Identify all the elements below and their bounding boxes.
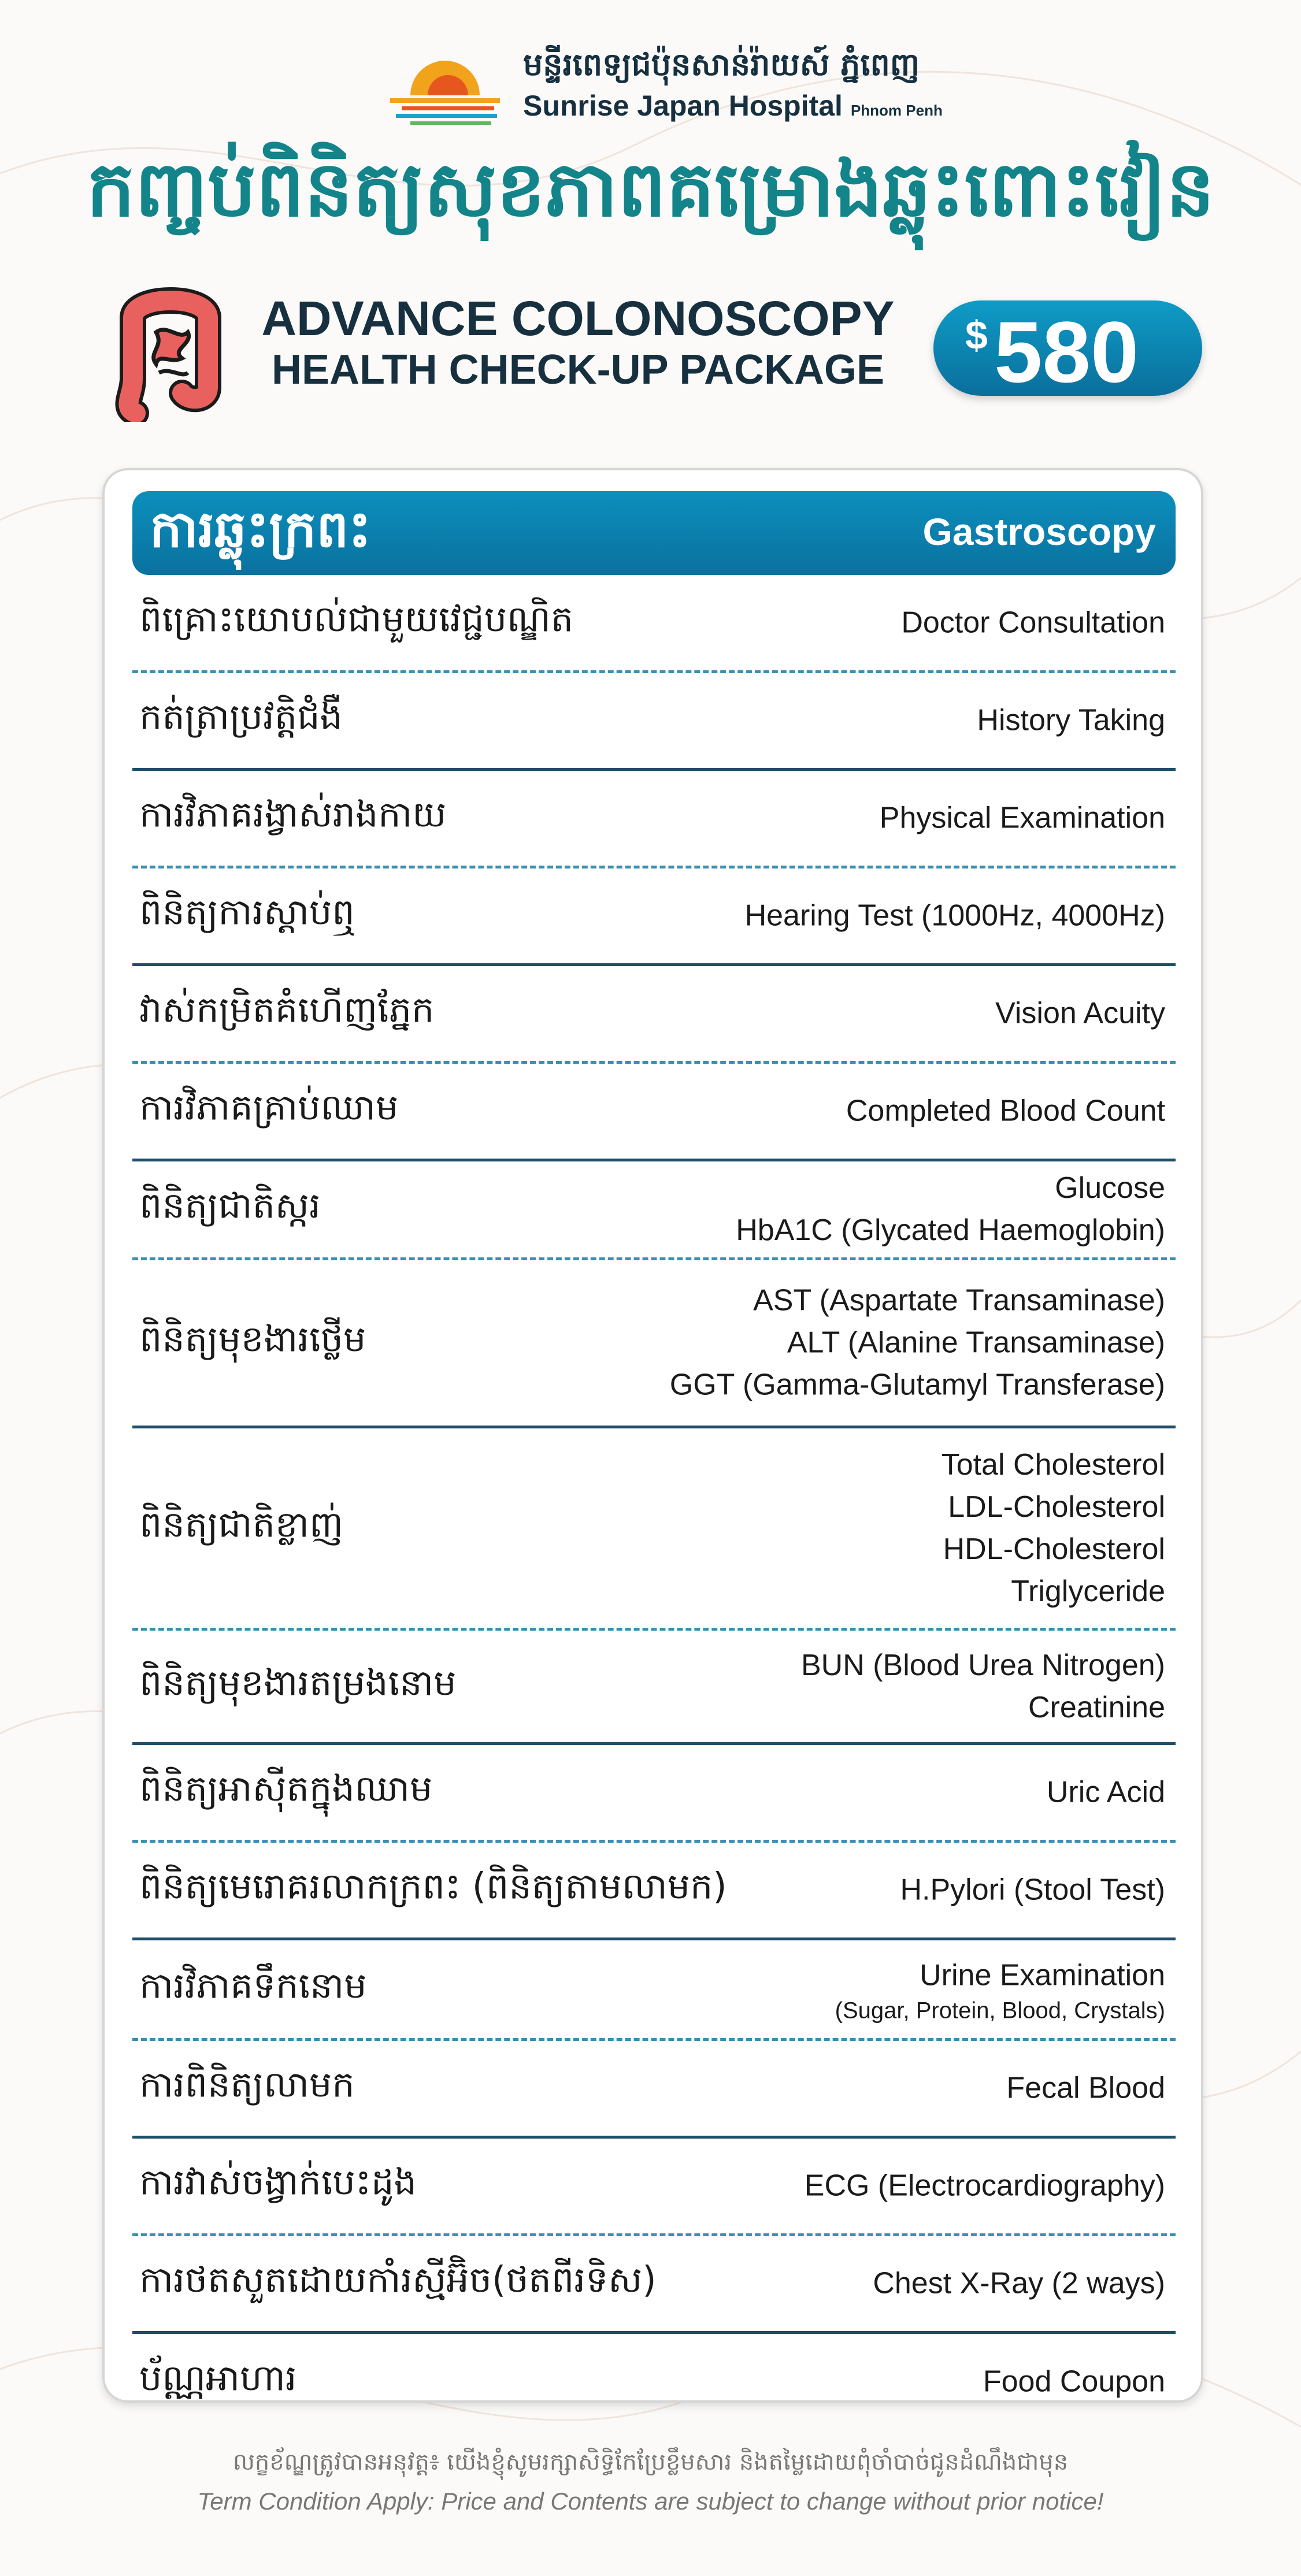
item-english-line: Hearing Test (1000Hz, 4000Hz)	[744, 899, 1165, 933]
item-english-line: ECG (Electrocardiography)	[804, 2169, 1165, 2203]
logo-city: Phnom Penh	[850, 102, 943, 119]
item-english-line: Doctor Consultation	[901, 606, 1165, 640]
item-english-line: AST (Aspartate Transaminase)	[753, 1283, 1165, 1317]
package-item-row	[132, 2236, 1176, 2331]
item-khmer-label: វាស់កម្រិតគំហើញភ្នែក	[139, 988, 435, 1031]
item-khmer-label: ពិនិត្យអាស៊ីតក្នុងឈាម	[139, 1767, 433, 1810]
item-khmer-label: ពិនិត្យមុខងារថ្លើម	[139, 1317, 366, 1360]
card-header	[132, 491, 1176, 575]
item-english-label	[880, 797, 1165, 840]
khmer-package-title: កញ្ចប់ពិនិត្យសុខភាពគម្រោងឆ្លុះពោះវៀន	[86, 145, 1215, 234]
price-currency: $	[965, 313, 988, 358]
card-header-khmer: ការឆ្លុះក្រពះ	[150, 499, 371, 559]
item-khmer-label: ពិនិត្យមុខងារតម្រងនោម	[139, 1661, 457, 1703]
item-english-label	[835, 1954, 1165, 2024]
logo-name-text: Sunrise Japan Hospital	[523, 90, 843, 122]
item-english-label	[736, 1167, 1165, 1252]
item-english-label	[873, 2263, 1165, 2305]
item-english-line: HDL-Cholesterol	[943, 1532, 1165, 1566]
package-item-row	[132, 576, 1176, 670]
item-english-label	[1047, 1772, 1165, 1814]
item-english-label	[901, 602, 1165, 644]
item-english-line: Triglyceride	[1011, 1574, 1165, 1608]
item-english-line: Total Cholesterol	[941, 1447, 1165, 1482]
item-english-label	[995, 993, 1165, 1035]
package-item-row	[132, 1843, 1176, 1937]
item-english-line: Completed Blood Count	[846, 1094, 1165, 1128]
package-item-row	[132, 771, 1176, 866]
package-item-row	[132, 2041, 1176, 2136]
package-items-list	[132, 576, 1176, 2430]
item-english-line: GGT (Gamma-Glutamyl Transferase)	[669, 1368, 1165, 1402]
item-english-label	[977, 700, 1165, 742]
item-english-label	[900, 1869, 1165, 1911]
package-item-row	[132, 1260, 1176, 1426]
title-line-1: ADVANCE COLONOSCOPY	[261, 291, 895, 346]
item-khmer-label: ពិនិត្យជាតិខ្លាញ់	[139, 1503, 343, 1545]
item-english-line: H.Pylori (Stool Test)	[900, 1873, 1165, 1907]
item-english-label	[801, 1645, 1165, 1729]
item-english-line: Food Coupon	[983, 2365, 1165, 2399]
item-english-label	[846, 1090, 1165, 1133]
item-english-line: Urine Examination	[920, 1958, 1165, 1992]
card-header-english: Gastroscopy	[922, 510, 1156, 553]
item-english-label	[942, 1444, 1165, 1613]
item-khmer-label: ការវិភាគរង្វាស់រាងកាយ	[139, 793, 447, 836]
item-english-label	[745, 895, 1165, 937]
package-item-row	[132, 673, 1176, 768]
sunrise-logo-icon	[387, 40, 503, 127]
item-english-subtext: (Sugar, Protein, Blood, Crystals)	[835, 1998, 1165, 2023]
package-item-row	[132, 1631, 1176, 1742]
item-khmer-label: ប័ណ្ណអាហារ	[139, 2356, 297, 2399]
item-english-label	[983, 2361, 1165, 2403]
item-english-line: HbA1C (Glycated Haemoglobin)	[736, 1213, 1165, 1247]
package-item-row	[132, 1940, 1176, 2038]
item-khmer-label: ពិគ្រោះយោបល់ជាមួយវេជ្ជបណ្ឌិត	[139, 597, 574, 640]
item-english-label	[670, 1280, 1165, 1406]
logo-english-name	[523, 89, 943, 123]
package-item-row	[132, 2334, 1176, 2430]
package-item-row	[132, 1745, 1176, 1840]
item-khmer-label: ពិនិត្យជាតិស្ករ	[139, 1184, 321, 1227]
item-khmer-label: ការវិភាគទឹកនោម	[139, 1964, 367, 2006]
item-english-line: LDL-Cholesterol	[948, 1490, 1165, 1524]
title-line-2: HEALTH CHECK-UP PACKAGE	[271, 347, 885, 393]
item-english-line: Glucose	[1055, 1171, 1165, 1205]
english-package-title	[243, 292, 913, 395]
package-items-card	[102, 468, 1203, 2403]
item-english-line: Physical Examination	[879, 801, 1165, 835]
item-english-line: Fecal Blood	[1006, 2071, 1165, 2105]
item-english-line: Vision Acuity	[995, 996, 1165, 1030]
item-english-line: BUN (Blood Urea Nitrogen)	[800, 1648, 1165, 1682]
item-english-label	[1006, 2068, 1165, 2110]
package-item-row	[132, 868, 1176, 963]
package-item-row	[132, 966, 1176, 1061]
item-english-line: ALT (Alanine Transaminase)	[787, 1326, 1165, 1360]
item-english-line: Uric Acid	[1046, 1775, 1165, 1809]
item-english-line: Chest X-Ray (2 ways)	[873, 2266, 1165, 2300]
intestine-icon	[101, 277, 240, 422]
item-khmer-label: កត់ត្រាប្រវត្តិជំងឺ	[139, 695, 343, 738]
logo-khmer-name: មន្ទីរពេទ្យជប៉ុនសាន់រ៉ាយស៍ ភ្នំពេញ	[523, 46, 920, 83]
item-khmer-label: ពិនិត្យមេរោគរលាកក្រពះ (ពិនិត្យតាមលាមក)	[139, 1865, 727, 1907]
item-khmer-label: ការវិភាគគ្រាប់ឈាម	[139, 1086, 399, 1129]
hospital-logo	[387, 40, 943, 127]
package-item-row	[132, 1161, 1176, 1257]
footer-terms-khmer: លក្ខខ័ណ្ឌត្រូវបានអនុវត្ត៖ យើងខ្ញុំសូមរក្សាសិទ្ធិកែប្រែខ្លឹមសារ និងតម្លៃដោយពុំចាំបាច់ជូនដំណឹងជាមុន	[232, 2449, 1069, 2475]
item-khmer-label: ការពិនិត្យលាមក	[139, 2063, 355, 2106]
price-amount: 580	[994, 303, 1139, 400]
item-khmer-label: ការថតសួតដោយកាំរស្មីអ៊ិច(ថតពីរទិស)	[139, 2258, 657, 2301]
footer-terms-english: Term Condition Apply: Price and Contents are subject to change without prior notice!	[197, 2488, 1104, 2515]
item-english-line: Creatinine	[1028, 1690, 1165, 1724]
package-item-row	[132, 1064, 1176, 1159]
package-item-row	[132, 1428, 1176, 1628]
package-item-row	[132, 2139, 1176, 2233]
price-badge	[933, 300, 1202, 400]
item-khmer-label: ការវាស់ចង្វាក់បេះដូង	[139, 2161, 417, 2203]
item-khmer-label: ពិនិត្យការស្តាប់ឮ	[139, 890, 355, 933]
item-english-line: History Taking	[977, 703, 1165, 737]
item-english-label	[805, 2165, 1165, 2207]
